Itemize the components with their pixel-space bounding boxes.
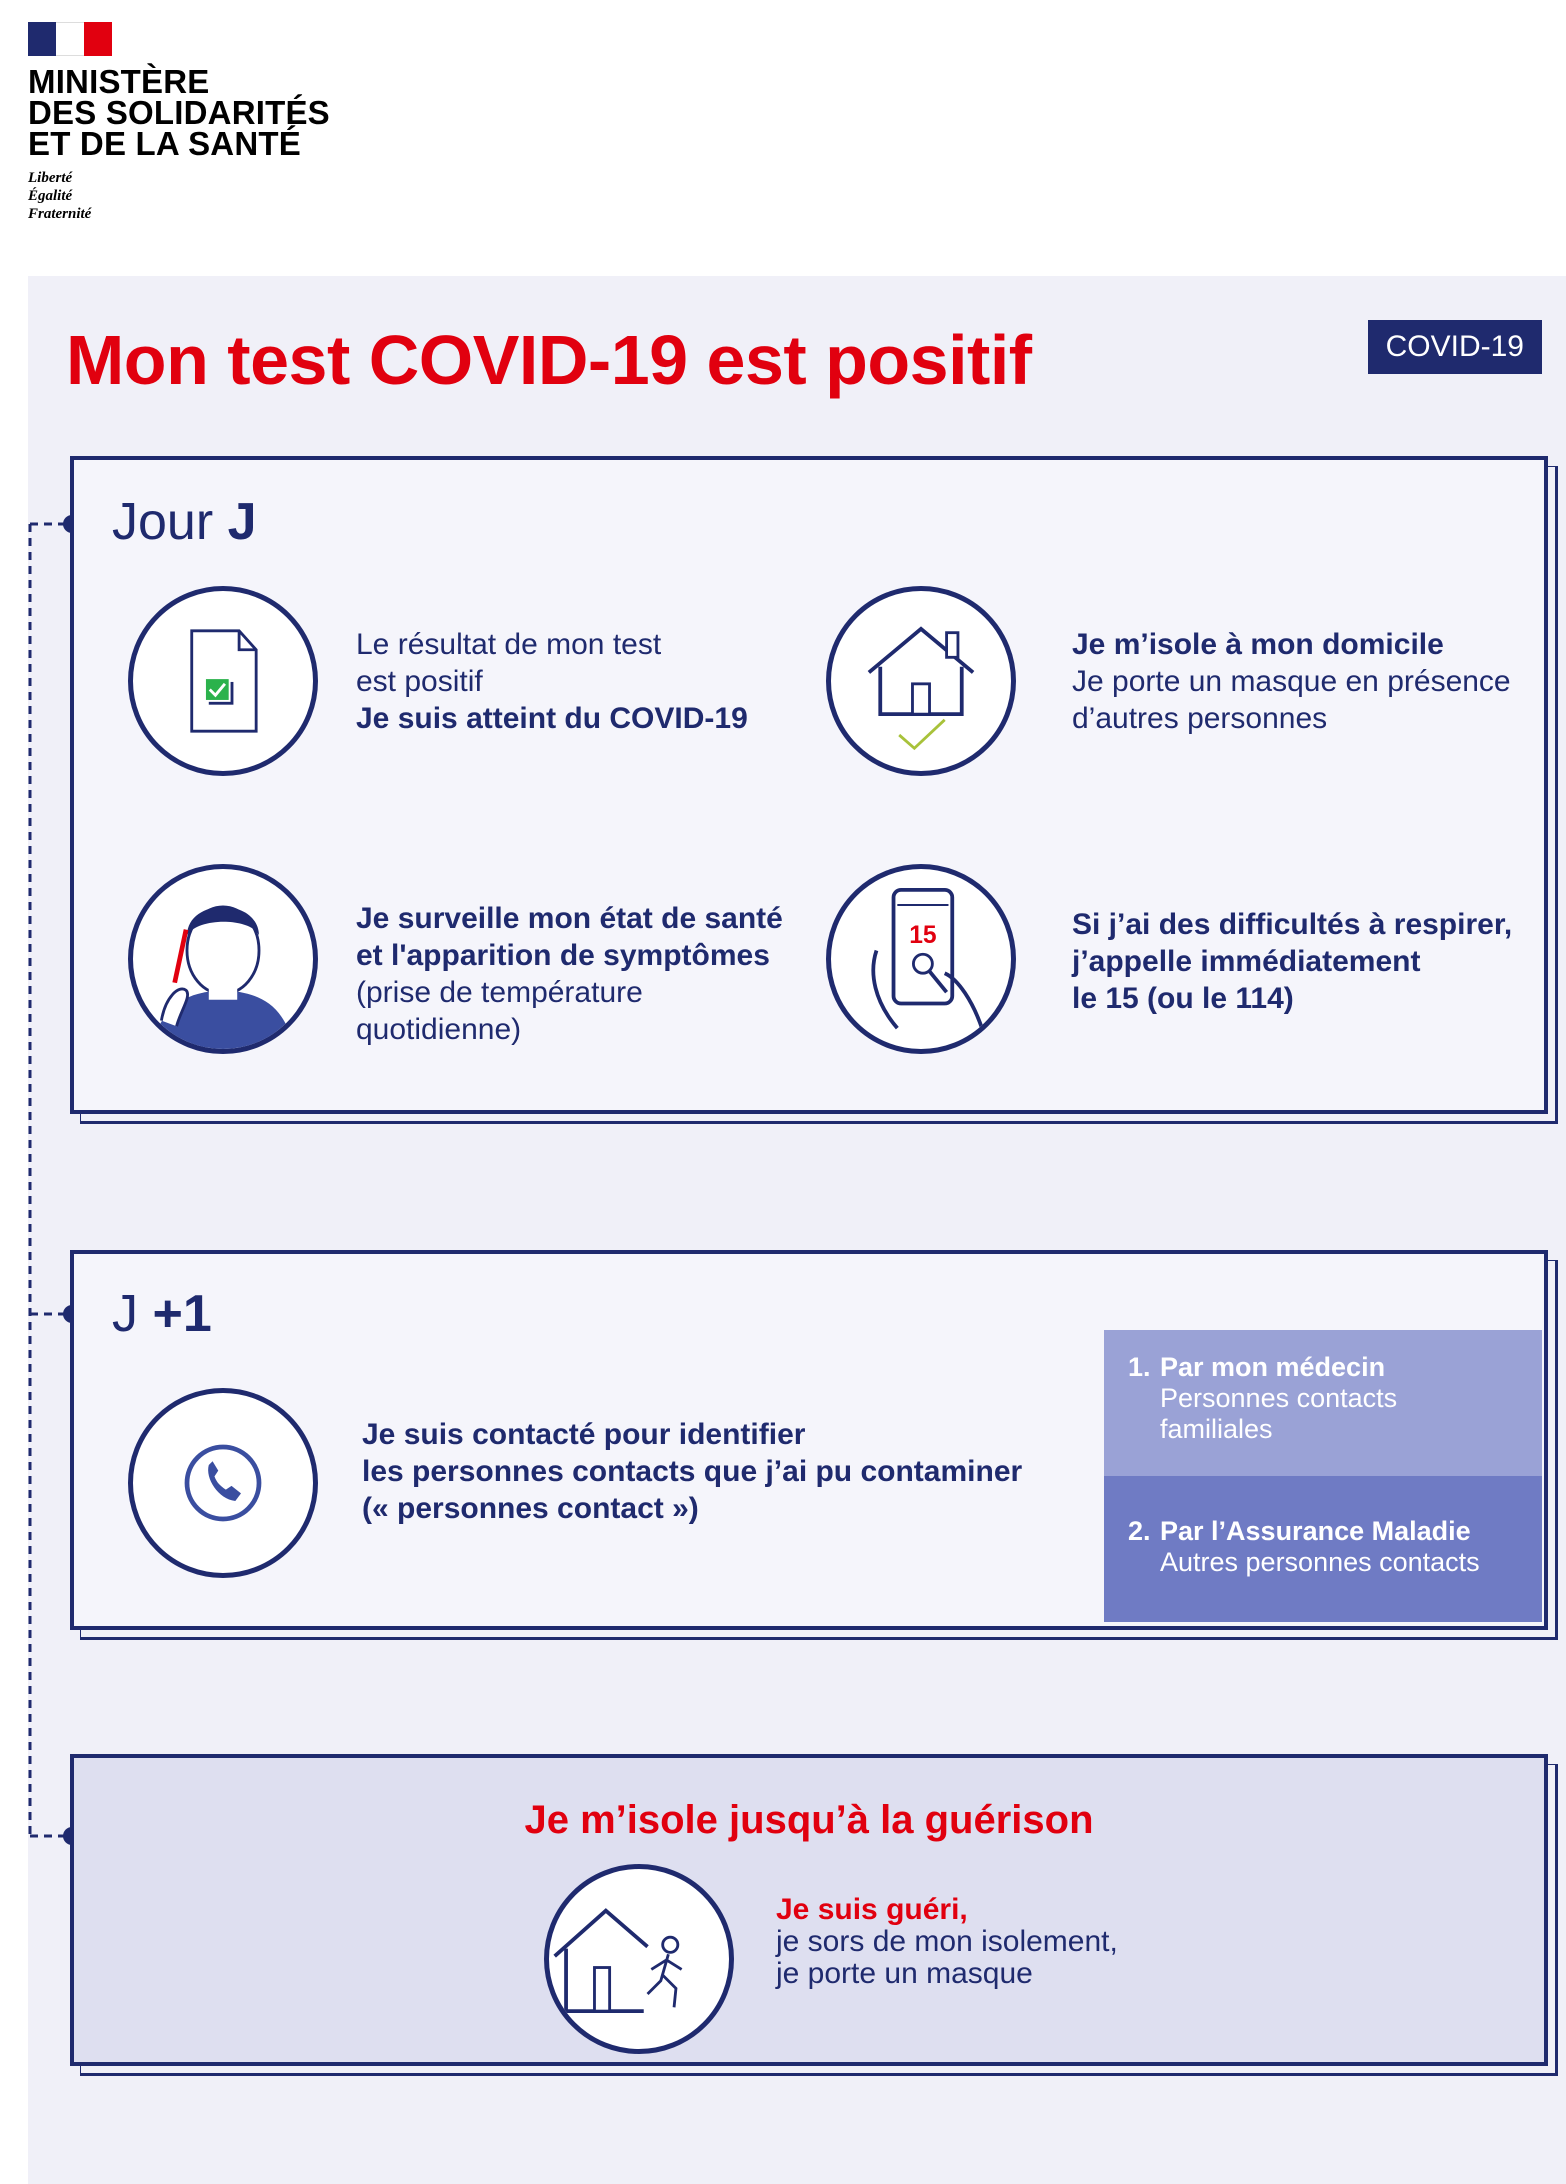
phone-15-icon bbox=[826, 864, 1016, 1054]
test-result-text: Le résultat de mon test est positif Je suis atteint du COVID-19 bbox=[356, 628, 748, 735]
recovery-title: Je m’isole jusqu’à la guérison bbox=[524, 1798, 1094, 1842]
french-flag-icon bbox=[28, 22, 112, 56]
contact-tracing-text: Je suis contacté pour identifier les personnes contacts que j’ai pu contaminer (« personnes contact ») bbox=[362, 1418, 1023, 1525]
emergency-call-text: Si j’ai des difficultés à respirer, j’appelle immédiatement le 15 (ou le 114) bbox=[1072, 908, 1513, 1015]
phone-number-text: 15 bbox=[909, 921, 937, 949]
house-check-icon bbox=[826, 586, 1016, 776]
step-health-insurance: 2. Par l’Assurance Maladie Autres personnes contacts bbox=[1104, 1476, 1542, 1622]
covid-tag: COVID-19 bbox=[1368, 320, 1542, 374]
health-monitoring-text: Je surveille mon état de santé et l'apparition de symptômes (prise de température quotidienne) bbox=[356, 902, 783, 1046]
main-panel bbox=[28, 276, 1566, 2184]
isolation-text: Je m’isole à mon domicile Je porte un masque en présence d’autres personnes bbox=[1072, 628, 1511, 735]
person-leaving-house-icon bbox=[544, 1864, 734, 2054]
document-check-icon bbox=[128, 586, 318, 776]
recovery-text: Je suis guéri, je sors de mon isolement, je porte un masque bbox=[776, 1893, 1118, 1990]
day-one-label: J +1 bbox=[112, 1285, 212, 1343]
ministry-logo bbox=[28, 22, 348, 223]
recovery-card bbox=[70, 1754, 1548, 2066]
day-zero-card bbox=[70, 456, 1548, 1114]
person-thermometer-icon bbox=[128, 864, 318, 1054]
contact-steps bbox=[1104, 1330, 1542, 1622]
day-one-card bbox=[70, 1250, 1548, 1630]
step-doctor: 1. Par mon médecin Personnes contacts familiales bbox=[1104, 1330, 1542, 1476]
republic-motto: Liberté Égalité Fraternité bbox=[28, 170, 92, 222]
phone-call-icon bbox=[128, 1388, 318, 1578]
page-title: Mon test COVID-19 est positif bbox=[66, 321, 1032, 399]
day-zero-label: Jour J bbox=[112, 493, 257, 551]
ministry-name: MINISTÈRE DES SOLIDARITÉS ET DE LA SANTÉ bbox=[28, 63, 330, 162]
